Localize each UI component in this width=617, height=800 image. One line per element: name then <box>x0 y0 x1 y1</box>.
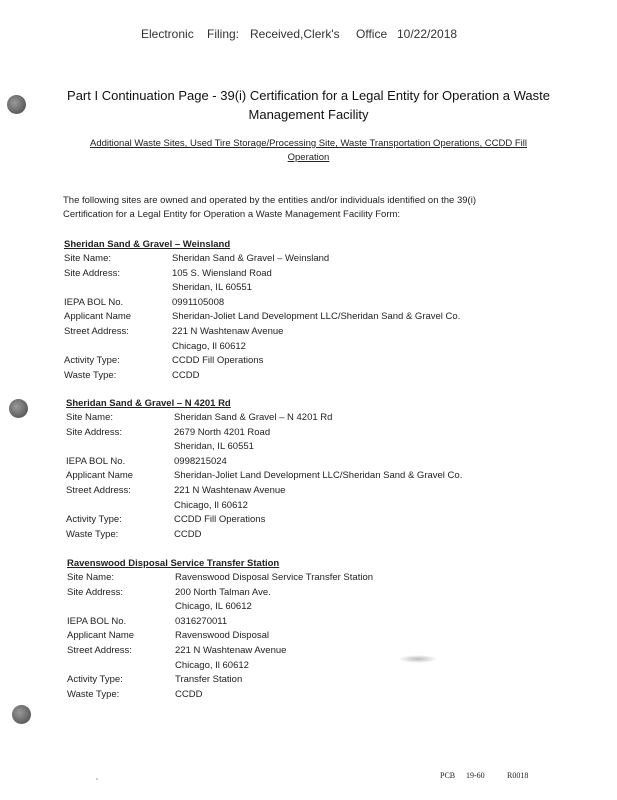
row-value: CCDD <box>175 688 203 700</box>
row-value: Sheridan-Joliet Land Development LLC/Sheridan Sand & Gravel Co. <box>174 470 463 482</box>
scan-smudge <box>398 655 438 663</box>
row-label: Applicant Name <box>66 470 134 482</box>
site-row <box>64 369 230 384</box>
row-value: CCDD Fill Operations <box>174 514 266 526</box>
site-row <box>66 469 463 484</box>
row-value: Sheridan Sand & Gravel – N 4201 Rd <box>174 412 333 423</box>
row-label: Site Address: <box>66 426 122 438</box>
site-row <box>66 440 254 455</box>
site-row <box>64 310 461 325</box>
row-label: Street Address: <box>66 484 131 496</box>
page-title-line-2: Management Facility <box>248 107 369 122</box>
intro-paragraph <box>63 194 533 222</box>
row-label: Site Address: <box>64 267 120 279</box>
punch-hole <box>9 399 28 418</box>
row-value: Ravenswood Disposal <box>175 630 269 642</box>
row-value: 221 N Washtenaw Avenue <box>172 325 284 337</box>
row-value: Chicago, Il 60612 <box>174 499 248 511</box>
row-value: Chicago, IL 60612 <box>175 601 252 613</box>
site-row <box>66 513 266 528</box>
row-value: 105 S. Wiensland Road <box>172 267 272 279</box>
site-row <box>64 252 330 267</box>
row-label: Activity Type: <box>66 514 122 526</box>
header-date: 10/22/2018 <box>397 27 458 41</box>
row-label: Site Name: <box>64 253 111 264</box>
row-label: Site Name: <box>67 572 114 583</box>
site-row <box>67 615 279 630</box>
site-row <box>67 586 279 601</box>
row-label: Site Name: <box>66 412 113 423</box>
row-value: 200 North Talman Ave. <box>175 586 271 598</box>
row-label: Waste Type: <box>67 688 120 700</box>
row-value: CCDD <box>172 369 200 381</box>
header-received: Received,Clerk's <box>250 27 340 41</box>
site-section <box>66 397 463 542</box>
row-value: Ravenswood Disposal Service Transfer Station <box>175 572 374 583</box>
site-section <box>67 557 374 702</box>
site-row <box>67 600 279 615</box>
row-label: Street Address: <box>64 325 129 337</box>
page-title <box>50 86 567 124</box>
row-value: Sheridan-Joliet Land Development LLC/Sheridan Sand & Gravel Co. <box>172 311 461 323</box>
row-value: CCDD <box>174 528 202 540</box>
row-value: Sheridan, IL 60551 <box>174 441 254 453</box>
site-row <box>66 528 231 543</box>
row-value: Sheridan, IL 60551 <box>172 282 252 294</box>
site-row <box>64 340 246 355</box>
row-value: Chicago, Il 60612 <box>175 659 249 671</box>
row-label: IEPA BOL No. <box>67 615 127 627</box>
row-value: Sheridan Sand & Gravel – Weinsland <box>172 253 330 264</box>
site-heading: Sheridan Sand & Gravel – Weinsland <box>64 239 231 250</box>
row-value: Transfer Station <box>175 674 243 686</box>
site-section <box>64 238 461 383</box>
site-row <box>66 411 333 426</box>
row-value: 0991105008 <box>172 296 225 308</box>
page-title-line-1: Part I Continuation Page - 39(i) Certification for a Legal Entity for Operation a Waste <box>67 88 550 103</box>
site-row <box>66 499 248 514</box>
row-value: 0316270011 <box>175 615 228 627</box>
site-row <box>67 571 374 586</box>
footer-pcb: PCB <box>440 771 456 780</box>
row-value: 221 N Washtenaw Avenue <box>175 644 287 656</box>
row-label: Applicant Name <box>67 630 135 642</box>
row-label: Waste Type: <box>64 369 117 381</box>
site-row <box>64 296 230 311</box>
page-subtitle-line-2: Operation <box>287 152 330 163</box>
site-row <box>66 426 271 441</box>
page-subtitle <box>60 137 557 165</box>
site-row <box>66 484 286 499</box>
row-label: Waste Type: <box>66 528 119 540</box>
site-row <box>67 673 279 688</box>
site-row <box>67 644 287 659</box>
row-label: Activity Type: <box>67 674 123 686</box>
site-row <box>67 688 279 703</box>
row-value: CCDD Fill Operations <box>172 355 264 367</box>
scan-speck <box>96 778 98 780</box>
intro-line-1: The following sites are owned and operated by the entities and/or individuals identified on the 39(i) <box>63 195 476 206</box>
site-row <box>66 455 231 470</box>
intro-line-2: Certification for a Legal Entity for Operation a Waste Management Facility Form: <box>63 209 401 220</box>
row-value: Chicago, Il 60612 <box>172 340 246 352</box>
header-office: Office <box>356 27 388 41</box>
site-row <box>64 325 284 340</box>
row-label: Site Address: <box>67 586 123 598</box>
row-label: Street Address: <box>67 644 132 656</box>
row-label: Applicant Name <box>64 311 132 323</box>
row-label: IEPA BOL No. <box>64 296 124 308</box>
header-filing: Filing: <box>207 27 240 41</box>
footer-page-code: R0018 <box>507 771 529 780</box>
site-row <box>64 281 252 296</box>
site-heading: Ravenswood Disposal Service Transfer Station <box>67 558 280 569</box>
site-row <box>64 354 264 369</box>
header-electronic: Electronic <box>141 27 194 41</box>
punch-hole <box>7 95 26 114</box>
row-value: 221 N Washtenaw Avenue <box>174 484 286 496</box>
site-row <box>67 659 279 674</box>
row-value: 0998215024 <box>174 455 227 467</box>
row-value: 2679 North 4201 Road <box>174 426 271 438</box>
row-label: IEPA BOL No. <box>66 455 126 467</box>
site-row <box>64 267 272 282</box>
punch-hole <box>12 705 31 724</box>
footer-case-number: 19-60 <box>466 771 485 780</box>
site-row <box>67 629 279 644</box>
row-label: Activity Type: <box>64 355 120 367</box>
site-heading: Sheridan Sand & Gravel – N 4201 Rd <box>66 398 231 409</box>
page-subtitle-line-1: Additional Waste Sites, Used Tire Storage/Processing Site, Waste Transportation Operations, CCDD Fill <box>89 138 527 149</box>
